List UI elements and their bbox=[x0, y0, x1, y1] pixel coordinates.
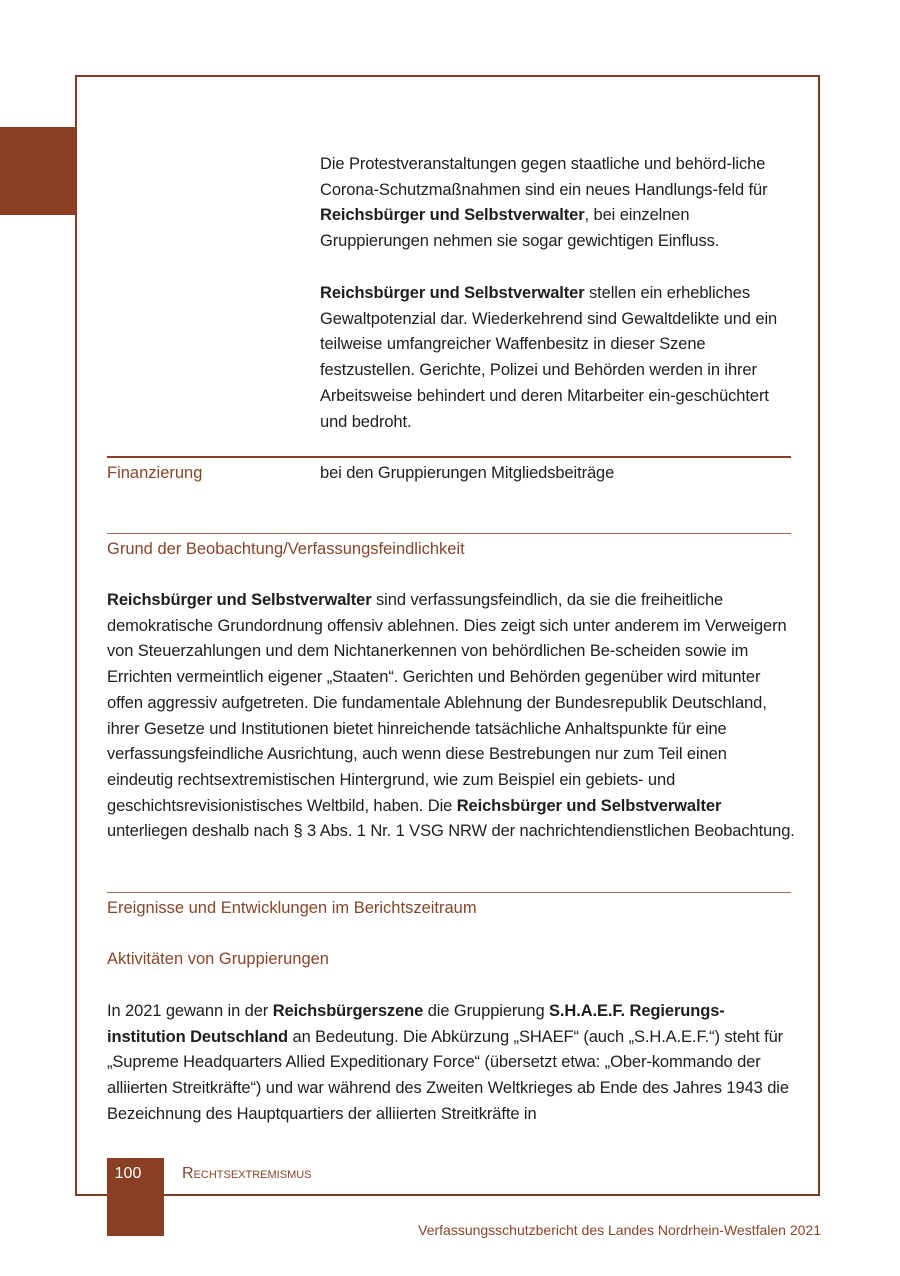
page-number: 100 bbox=[114, 1165, 142, 1182]
section-name: Rechtsextremismus bbox=[182, 1165, 312, 1182]
financing-label: Finanzierung bbox=[107, 464, 203, 482]
protest-paragraph: Die Protestveranstaltungen gegen staatliche und behörd-liche Corona-Schutzmaßnahmen sind ein neues Handlungs-feld für Reichsbürger und Selbstverwalter, bei einzelnen Gruppierungen nehmen sie sogar gewichtigen Einfluss. bbox=[320, 155, 768, 251]
publication-title: Verfassungsschutzbericht des Landes Nordrhein-Westfalen 2021 bbox=[418, 1222, 821, 1238]
financing-value: bei den Gruppierungen Mitgliedsbeiträge bbox=[320, 464, 615, 482]
events-heading: Ereignisse und Entwicklungen im Berichtszeitraum bbox=[107, 899, 477, 917]
observation-heading: Grund der Beobachtung/Verfassungsfeindlichkeit bbox=[107, 540, 465, 558]
observation-paragraph: Reichsbürger und Selbstverwalter sind verfassungsfeindlich, da sie die freiheitliche demokratische Grundordnung offensiv ablehnen. Dies zeigt sich unter anderem im Verweigern von Steuerzahlungen und dem Nichtanerkennen von behördlichen Be-scheiden sowie im Errichten vermeintlich eigener „Staaten“. Gerichten und Behörden gegenüber wird mitunter offen aggressiv aufgetreten. Die fundamentale Ablehnung der Bundesrepublik Deutschland, ihrer Gesetze und Institutionen bietet hinreichende tatsächliche Anhaltspunkte für eine verfassungsfeindliche Ausrichtung, auch wenn diese Bestrebungen nur zum Teil einen eindeutig rechtsextremistischen Hintergrund, wie zum Beispiel ein gebiets- und geschichtsrevisionistisches Weltbild, haben. Die Reichsbürger und Selbstverwalter unterliegen deshalb nach § 3 Abs. 1 Nr. 1 VSG NRW der nachrichtendienstlichen Beobachtung. bbox=[107, 591, 795, 841]
divider-events bbox=[107, 892, 791, 893]
divider-dark bbox=[107, 456, 791, 458]
shaef-paragraph: In 2021 gewann in der Reichsbürgerszene die Gruppierung S.H.A.E.F. Regierungs-institution Deutschland an Bedeutung. Die Abkürzung „SHAEF“ (auch „S.H.A.E.F.“) steht für „Supreme Headquarters Allied Expeditionary Force“ (übersetzt etwa: „Ober-kommando der alliierten Streitkräfte“) und war während des Zweiten Weltkrieges ab Ende des Jahres 1943 die Bezeichnung des Hauptquartiers der alliierten Streitkräfte in bbox=[107, 1002, 789, 1123]
chapter-tab-marker bbox=[0, 127, 76, 215]
activities-subheading: Aktivitäten von Gruppierungen bbox=[107, 950, 329, 968]
divider-observation bbox=[107, 533, 791, 534]
violence-paragraph: Reichsbürger und Selbstverwalter stellen ein erhebliches Gewaltpotenzial dar. Wiederkehrend sind Gewaltdelikte und ein teilweise umfangreicher Waffenbesitz in dieser Szene festzustellen. Gerichte, Polizei und Behörden werden in ihrer Arbeitsweise behindert und deren Mitarbeiter ein-geschüchtert und bedroht. bbox=[320, 284, 778, 431]
